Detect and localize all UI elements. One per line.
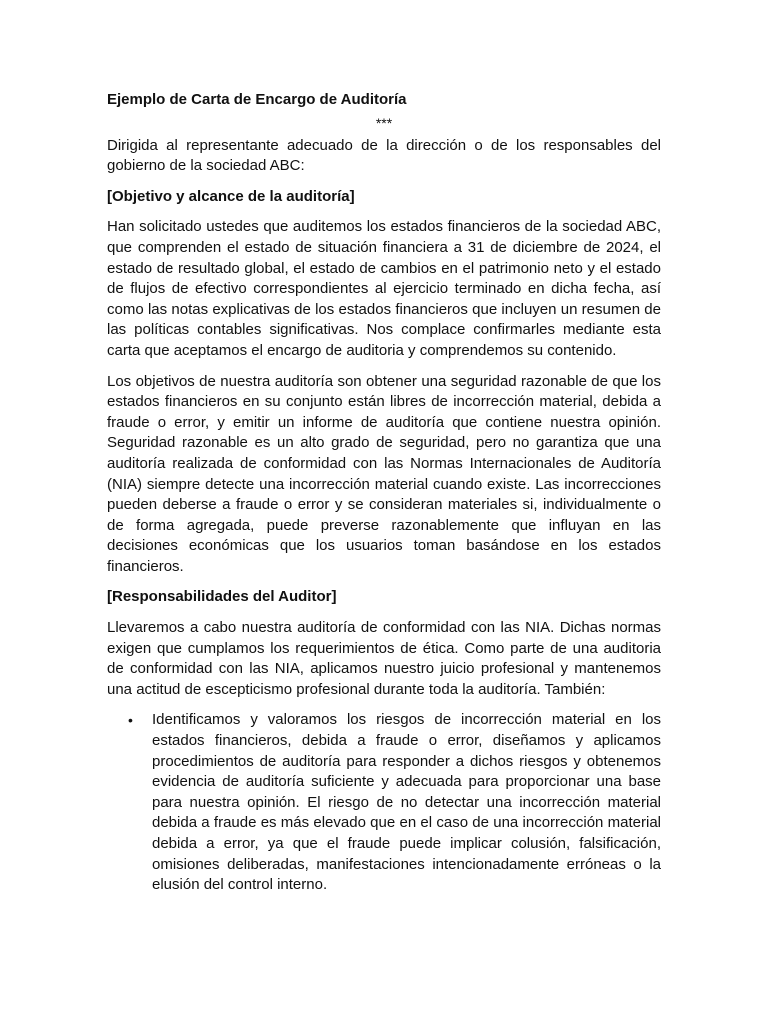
separator: ***: [375, 115, 393, 131]
addressee-paragraph: Dirigida al representante adecuado de la dirección o de los responsables del gobierno de la sociedad ABC:: [107, 136, 661, 175]
list-item: [128, 710, 661, 895]
paragraph-responsibilities: Llevaremos a cabo nuestra auditoría de conformidad con las NIA. Dichas normas exigen que cumplamos los requerimientos de ética. Como parte de una auditoria de conformidad con las NIA, aplicamos nuestro juicio profesional y mantenemos una actitud de escepticismo profesional durante toda la auditoría. También:: [107, 619, 661, 698]
section-heading-objective: [Objetivo y alcance de la auditoría]: [107, 187, 355, 205]
document-title: Ejemplo de Carta de Encargo de Auditoría: [107, 91, 407, 108]
list-item-text: Identificamos y valoramos los riesgos de incorrección material en los estados financieros, debida a fraude o error, diseñamos y aplicamos procedimientos de auditoría para responder a dichos riesgos y obtenemos evidencia de auditoría suficiente y adecuada para proporcionar una base para nuestra opinión. El riesgo de no detectar una incorrección material debida a fraude es más elevado que en el caso de una incorrección material debida a error, ya que el fraude puede implicar colusión, falsificación, omisiones deliberadas, manifestaciones intencionadamente erróneas o la elusión del control interno.: [152, 711, 661, 894]
bullet-icon: •: [128, 712, 133, 729]
paragraph-objectives: Los objetivos de nuestra auditoría son obtener una seguridad razonable de que los estados financieros en su conjunto están libres de incorrección material, debida a fraude o error, y emitir un informe de auditoría que contiene nuestra opinión. Seguridad razonable es un alto grado de seguridad, pero no garantiza que una auditoría realizada de conformidad con las Normas Internacionales de Auditoría (NIA) siempre detecte una incorrección material cuando existe. Las incorrecciones pueden deberse a fraude o error y se consideran materiales si, individualmente o de forma agregada, puede preverse razonablemente que influyan en las decisiones económicas que los usuarios toman basándose en los estados financieros.: [107, 372, 661, 575]
section-heading-responsibilities: [Responsabilidades del Auditor]: [107, 588, 337, 606]
paragraph-scope: Han solicitado ustedes que auditemos los estados financieros de la sociedad ABC, que comprenden el estado de situación financiera a 31 de diciembre de 2024, el estado de resultado global, el estado de cambios en el patrimonio neto y el estado de flujos de efectivo correspondientes al ejercicio terminado en dicha fecha, así como las notas explicativas de los estados financieros que incluyen un resumen de las políticas contables significativas. Nos complace confirmarles mediante esta carta que aceptamos el encargo de auditoria y comprendemos su contenido.: [107, 218, 661, 359]
bullet-list: [107, 710, 661, 895]
